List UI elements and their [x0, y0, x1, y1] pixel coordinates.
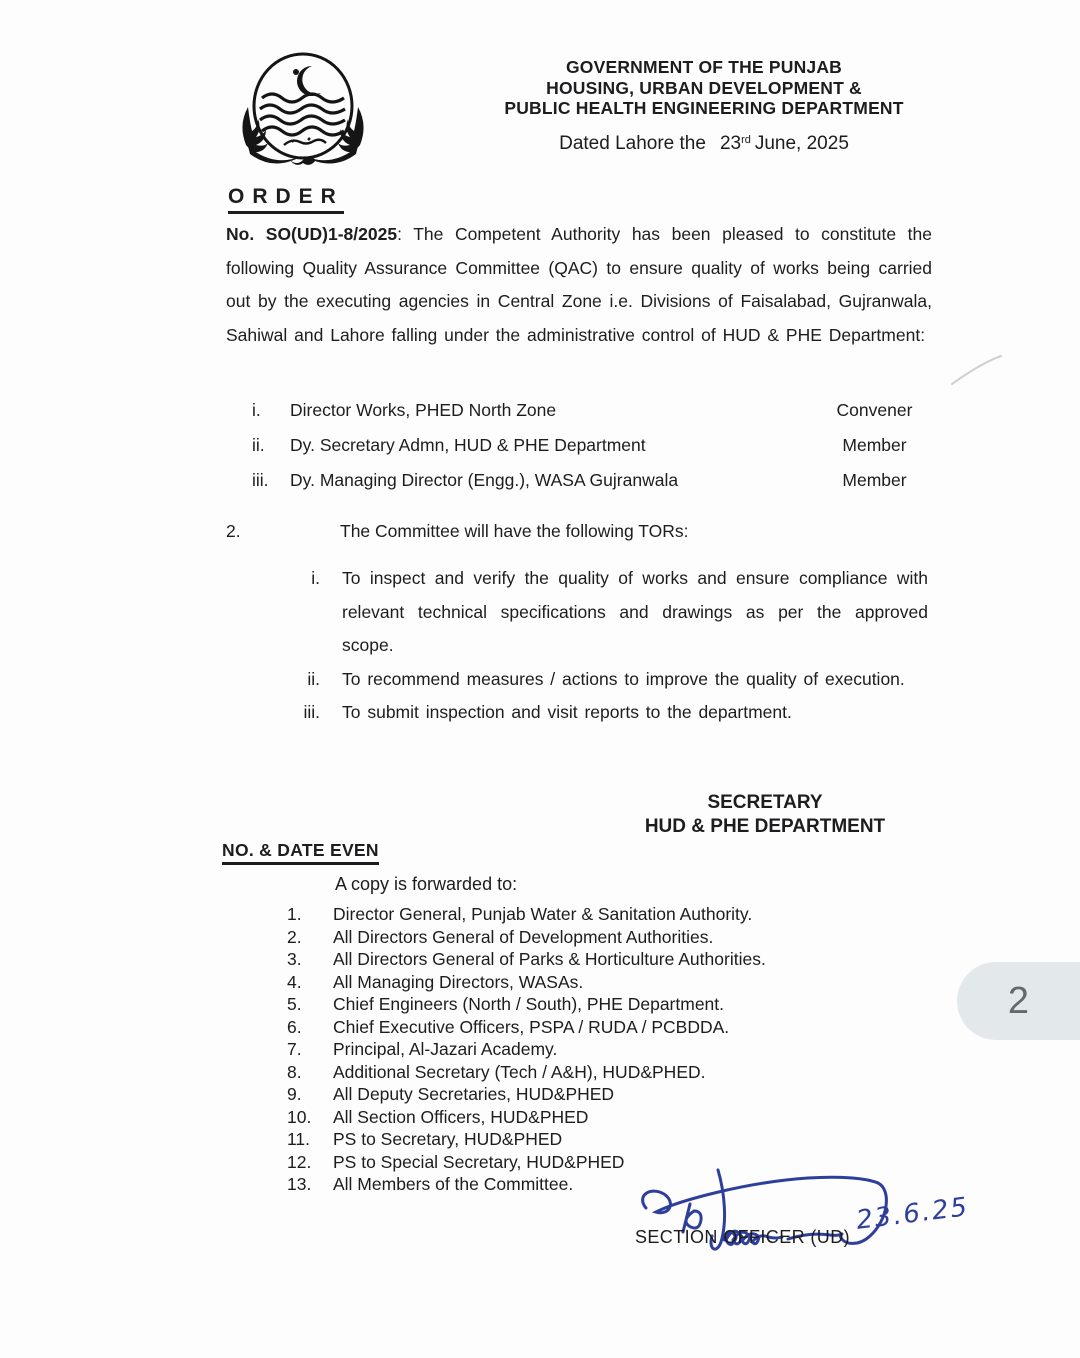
list-item — [287, 993, 932, 1016]
tor-text: To inspect and verify the quality of works and ensure compliance with relevant technical specifications and drawings as per the approved scope. — [342, 568, 928, 655]
item-text: All Section Officers, HUD&PHED — [333, 1106, 589, 1127]
list-item — [287, 1016, 932, 1039]
item-text: All Directors General of Parks & Horticulture Authorities. — [333, 949, 766, 969]
order-body-text: The Competent Authority has been pleased to constitute the following Quality Assurance Committee (QAC) to ensure quality of works being carried out by the executing agencies in Central Zone i.e. Divisions of Faisalabad, Gujranwala, Sahiwal and Lahore falling under the administrative control of HUD & PHE Department: — [226, 224, 932, 345]
number-date-even-label: NO. & DATE EVEN — [222, 840, 379, 865]
committee-member-row — [252, 470, 922, 505]
item-number: 6. — [287, 1016, 302, 1037]
item-number: 11. — [287, 1129, 311, 1149]
department-header — [468, 57, 940, 119]
distribution-list — [287, 903, 932, 1196]
date-ordinal: rd — [741, 134, 751, 146]
tors-intro-text: The Committee will have the following TORs: — [340, 521, 689, 541]
date-line — [468, 133, 940, 155]
list-item — [287, 1128, 932, 1151]
item-number: 1. — [287, 904, 302, 924]
signatory-department: HUD & PHE DEPARTMENT — [644, 815, 886, 837]
committee-member-list — [252, 400, 922, 505]
item-text: Chief Engineers (North / South), PHE Department. — [333, 994, 725, 1014]
item-number: 3. — [287, 949, 302, 969]
member-name: Director Works, PHED North Zone — [290, 400, 557, 420]
section-officer-label: SECTION OFFICER (UD) — [635, 1227, 850, 1247]
tor-list — [282, 562, 928, 730]
member-role: Member — [842, 470, 907, 490]
item-text: Principal, Al-Jazari Academy. — [333, 1039, 558, 1059]
reference-number: No. SO(UD)1-8/2025 — [226, 224, 398, 244]
committee-member-row — [252, 435, 922, 470]
item-text: PS to Special Secretary, HUD&PHED — [333, 1151, 625, 1172]
item-number: 10. — [287, 1106, 312, 1127]
org-line-1: GOVERNMENT OF THE PUNJAB — [565, 57, 843, 77]
member-role: Member — [842, 435, 907, 455]
list-item — [287, 1083, 932, 1106]
tor-number: iii. — [303, 702, 320, 722]
tor-item — [282, 696, 928, 730]
order-paragraph — [226, 218, 932, 352]
paragraph-number: 2. — [226, 521, 241, 541]
page-number: 2 — [1007, 979, 1030, 1022]
item-text: All Deputy Secretaries, HUD&PHED — [333, 1084, 615, 1104]
item-text: All Directors General of Development Authorities. — [333, 926, 714, 947]
tor-item — [282, 562, 928, 663]
member-role: Convener — [836, 400, 913, 420]
item-text: Director General, Punjab Water & Sanitation Authority. — [333, 904, 753, 924]
tors-intro-line — [226, 521, 926, 542]
member-name: Dy. Managing Director (Engg.), WASA Gujranwala — [290, 470, 679, 490]
member-name: Dy. Secretary Admn, HUD & PHE Department — [290, 435, 646, 455]
list-item — [287, 926, 932, 949]
member-number: iii. — [252, 470, 269, 490]
punjab-government-emblem-icon — [232, 50, 374, 178]
item-text: Additional Secretary (Tech / A&H), HUD&PHED. — [333, 1061, 706, 1082]
item-number: 9. — [287, 1084, 302, 1104]
date-rest: June, 2025 — [754, 133, 849, 154]
date-day: 23 — [719, 133, 742, 154]
tor-text: To recommend measures / actions to improve the quality of execution. — [342, 668, 905, 689]
list-item — [287, 1061, 932, 1084]
item-text: PS to Secretary, HUD&PHED — [333, 1129, 563, 1149]
reference-colon: : — [397, 224, 402, 244]
order-title: ORDER — [228, 185, 344, 214]
copy-forwarded-intro: A copy is forwarded to: — [335, 874, 518, 894]
org-line-2: HOUSING, URBAN DEVELOPMENT & — [546, 77, 862, 98]
item-text: All Managing Directors, WASAs. — [333, 971, 584, 992]
handwritten-date: 23.6.25 — [854, 1192, 971, 1236]
item-number: 13. — [287, 1174, 312, 1194]
tor-number: ii. — [307, 668, 320, 689]
item-number: 12. — [287, 1151, 312, 1172]
item-text: All Members of the Committee. — [333, 1174, 574, 1194]
item-text: Chief Executive Officers, PSPA / RUDA / PCBDDA. — [333, 1016, 730, 1037]
signatory-block — [590, 791, 940, 838]
item-number: 7. — [287, 1039, 302, 1059]
org-line-3: PUBLIC HEALTH ENGINEERING DEPARTMENT — [504, 98, 904, 118]
tor-text: To submit inspection and visit reports to the department. — [342, 702, 792, 722]
member-number: ii. — [252, 435, 265, 455]
list-item — [287, 971, 932, 994]
list-item — [287, 1038, 932, 1061]
item-number: 8. — [287, 1061, 302, 1082]
member-number: i. — [252, 400, 261, 420]
tor-number: i. — [311, 568, 320, 588]
page-number-badge — [957, 962, 1080, 1040]
item-number: 4. — [287, 971, 302, 992]
signatory-title: SECRETARY — [707, 792, 823, 813]
pen-tick-mark — [946, 350, 1008, 388]
committee-member-row — [252, 400, 922, 435]
list-item — [287, 948, 932, 971]
list-item — [287, 1106, 932, 1129]
date-prefix: Dated Lahore the — [559, 133, 706, 154]
list-item — [287, 903, 932, 926]
tor-item — [282, 663, 928, 697]
item-number: 5. — [287, 994, 302, 1014]
item-number: 2. — [287, 926, 302, 947]
